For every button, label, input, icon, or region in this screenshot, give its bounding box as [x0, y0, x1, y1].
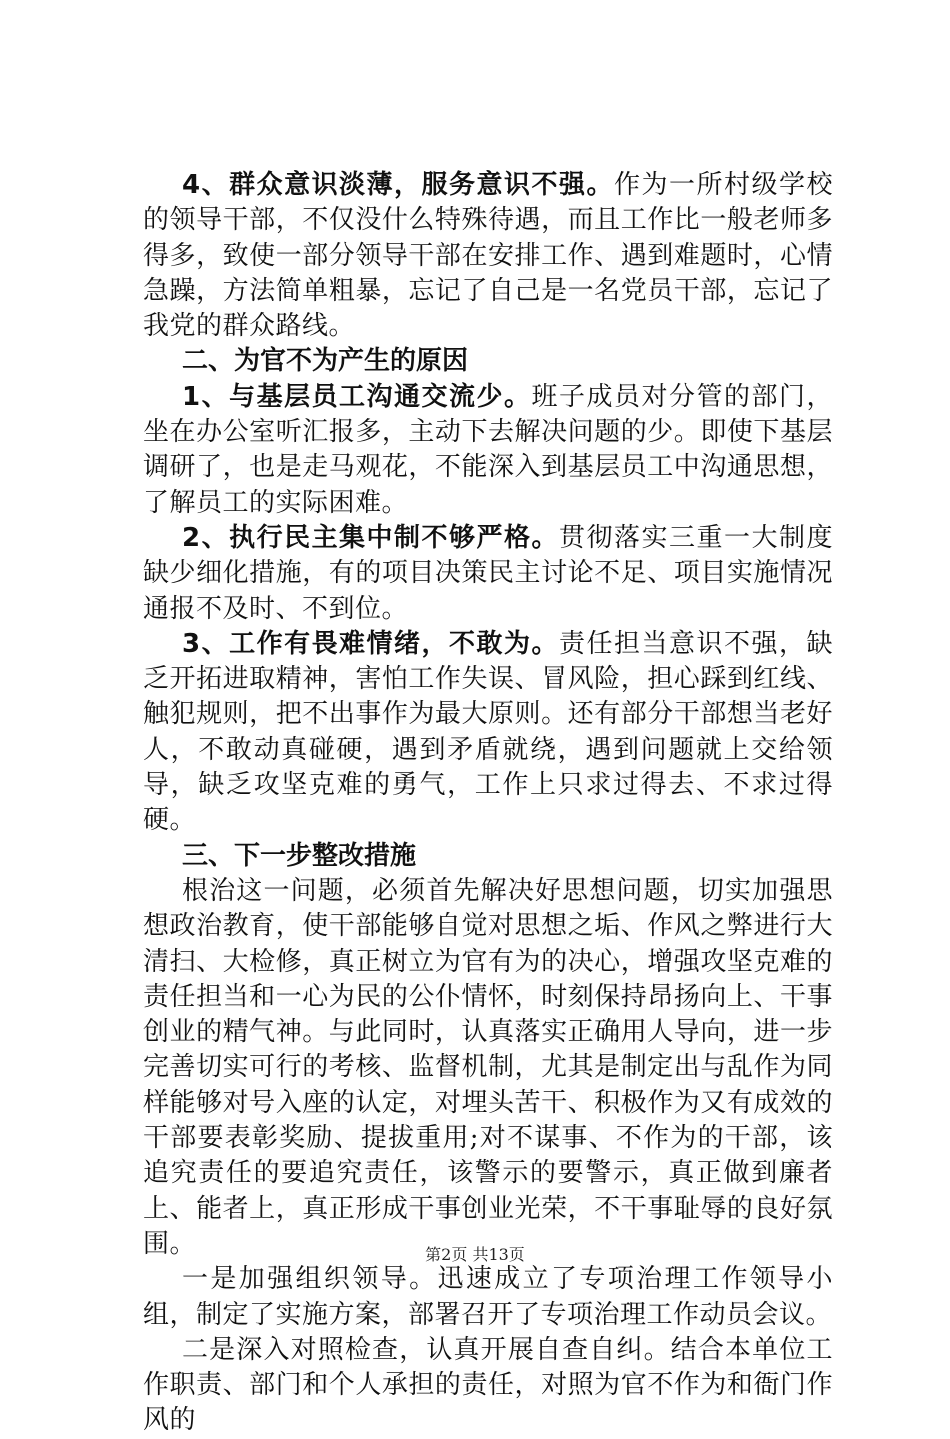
paragraph-lead: 2、执行民主集中制不够严格。 [182, 522, 560, 553]
paragraph-lead: 3、工作有畏难情绪，不敢为。 [182, 628, 560, 659]
paragraph-text: 作为一所村级学校的领导干部，不仅没什么特殊待遇，而且工作比一般老师多得多，致使一部分领导干部在安排工作、遇到难题时，心情急躁，方法简单粗暴，忘记了自己是一名党员干部，忘记了我党的群众路线。 [143, 170, 833, 342]
paragraph-lead: 4、群众意识淡薄，服务意识不强。 [182, 170, 615, 200]
section-heading-causes: 二、为官不为产生的原因 [182, 346, 469, 377]
paragraph-root-cause: 根治这一问题，必须首先解决好思想问题，切实加强思想政治教育，使干部能够自觉对思想之垢、作风之弊进行大清扫、大检修，真正树立为官有为的决心，增强攻坚克难的责任担当和一心为民的公仆情怀，时刻保持昂扬向上、干事创业的精气神。与此同时，认真落实正确用人导向，进一步完善切实可行的考核、监督机制，尤其是制定出与乱作为同样能够对号入座的认定，对埋头苦干、积极作为又有成效的干部要表彰奖励、提拔重用;对不谋事、不作为的干部，该追究责任的要追究责任，该警示的要警示，真正做到廉者上、能者上，真正形成干事创业光荣，不干事耻辱的良好氛围。 [143, 875, 833, 1259]
paragraph-democratic-centralism [143, 521, 833, 627]
paragraph-text: 贯彻落实三重一大制度缺少细化措施，有的项目决策民主讨论不足、项目实施情况通报不及时、不到位。 [143, 522, 833, 624]
paragraph-mass-awareness [143, 168, 833, 344]
section-heading-measures: 三、下一步整改措施 [182, 840, 417, 871]
paragraph-organization: 一是加强组织领导。迅速成立了专项治理工作领导小组，制定了实施方案，部署召开了专项治理工作动员会议。 [143, 1264, 833, 1330]
paragraph-fear-of-difficulty [143, 627, 833, 839]
page-number-footer: 第2页 共13页 [425, 1245, 525, 1264]
paragraph-text: 班子成员对分管的部门，坐在办公室听汇报多，主动下去解决问题的少。即使下基层调研了，也是走马观花，不能深入到基层员工中沟通思想，了解员工的实际困难。 [143, 381, 833, 518]
paragraph-lead: 1、与基层员工沟通交流少。 [182, 381, 532, 412]
paragraph-communication [143, 380, 833, 521]
paragraph-self-inspection: 二是深入对照检查，认真开展自查自纠。结合本单位工作职责、部门和个人承担的责任，对照为官不作为和衙门作风的 [143, 1334, 833, 1436]
paragraph-text: 责任担当意识不强，缺乏开拓进取精神，害怕工作失误、冒风险，担心踩到红线、触犯规则，把不出事作为最大原则。还有部分干部想当老好人，不敢动真碰硬，遇到矛盾就绕，遇到问题就上交给领导，缺乏攻坚克难的勇气，工作上只求过得去、不求过得硬。 [143, 628, 833, 836]
